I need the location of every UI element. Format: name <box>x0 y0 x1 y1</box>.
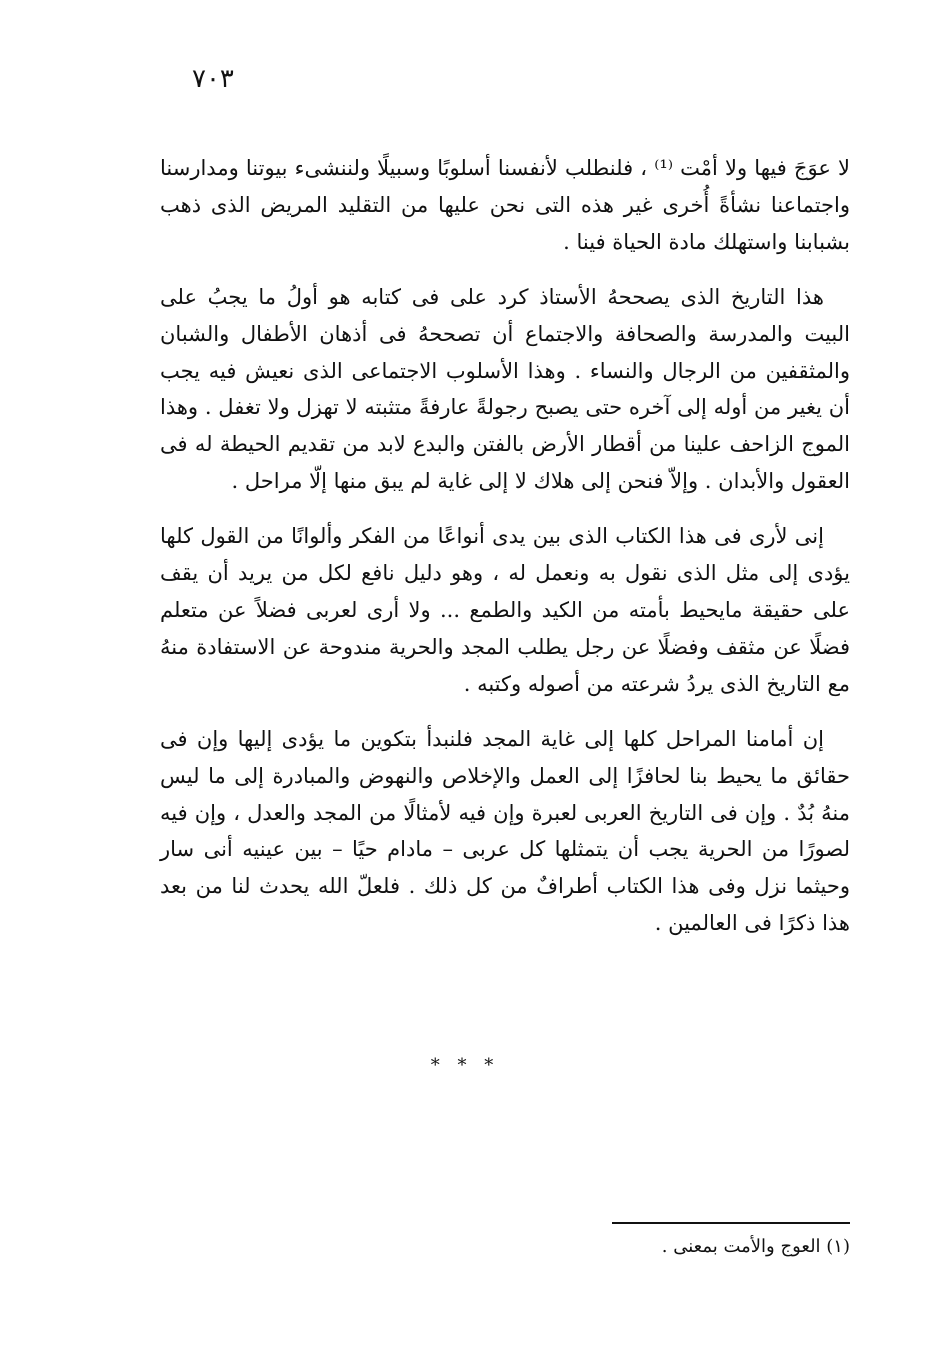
footnote: (١) العوج والأمت بمعنى . <box>661 1236 850 1257</box>
paragraph-1: لا عوَجَ فيها ولا أمْت ⁽¹⁾ ، فلنطلب لأنفسنا أسلوبًا وسبيلًا ولننشىء بيوتنا ومدارسنا واجتماعنا نشأةً أُخرى غير هذه التى نحن عليها من التقليد المريض الذى ذهب بشبابنا واستهلك مادة الحياة فينا . <box>160 156 850 254</box>
footnote-divider <box>612 1222 850 1224</box>
page-number: ٧٠٣ <box>192 64 234 94</box>
section-separator: * * * <box>430 1055 500 1076</box>
paragraph-2: هذا التاريخ الذى يصححهُ الأستاذ كرد على فى كتابه هو أولُ ما يجبُ على البيت والمدرسة والصحافة والاجتماع أن تصححهُ فى أذهان الأطفال والشبان والمثقفين من الرجال والنساء . وهذا الأسلوب الاجتماعى الذى نعيش فيه يجب أن يغير من أوله إلى آخره حتى يصبح رجولةً عارفةً متثبته لا تهزل ولا تغفل . وهذا الموج الزاحف علينا من أقطار الأرض بالفتن والبدع لابد من تقديم الحيطة له فى العقول والأبدان . وإلاّ فنحن إلى هلاك لا إلى غاية لم يبق منها إلّا مراحل . <box>160 284 850 494</box>
paragraph-4: إن أمامنا المراحل كلها إلى غاية المجد فلنبدأ بتكوين ما يؤدى إليها وإن فى حقائق ما يحيط بنا لحافزًا إلى العمل والإخلاص والنهوض والمبادرة إلى ما ليس منهُ بُدٌ . وإن فى التاريخ العربى لعبرة وإن فيه لأمثالًا من المجد والعدل ، وإن فيه لصورًا من الحرية يجب أن يتمثلها كل عربى – مادام حيًا – بين عينيه أنى سار وحيثما نزل وفى هذا الكتاب أطرافٌ من كل ذلك . فلعلّ الله يحدث لنا من بعد هذا ذكرًا فى العالمين . <box>160 726 850 936</box>
paragraph-3: إنى لأرى فى هذا الكتاب الذى بين يدى أنواعًا من الفكر وألوانًا من القول كلها يؤدى إلى مثل الذى نقول به ونعمل له ، وهو دليل نافع لكل من يريد أن يقف على حقيقة مايحيط بأمته من الكيد والطمع ... ولا أرى لعربى فضلاً عن متعلم فضلًا عن مثقف وفضلًا عن رجل يطلب المجد والحرية مندوحة عن الاستفادة منهُ مع التاريخ الذى يردُ شرعته من أصوله وكتبه . <box>160 524 850 696</box>
body-text <box>160 150 850 960</box>
